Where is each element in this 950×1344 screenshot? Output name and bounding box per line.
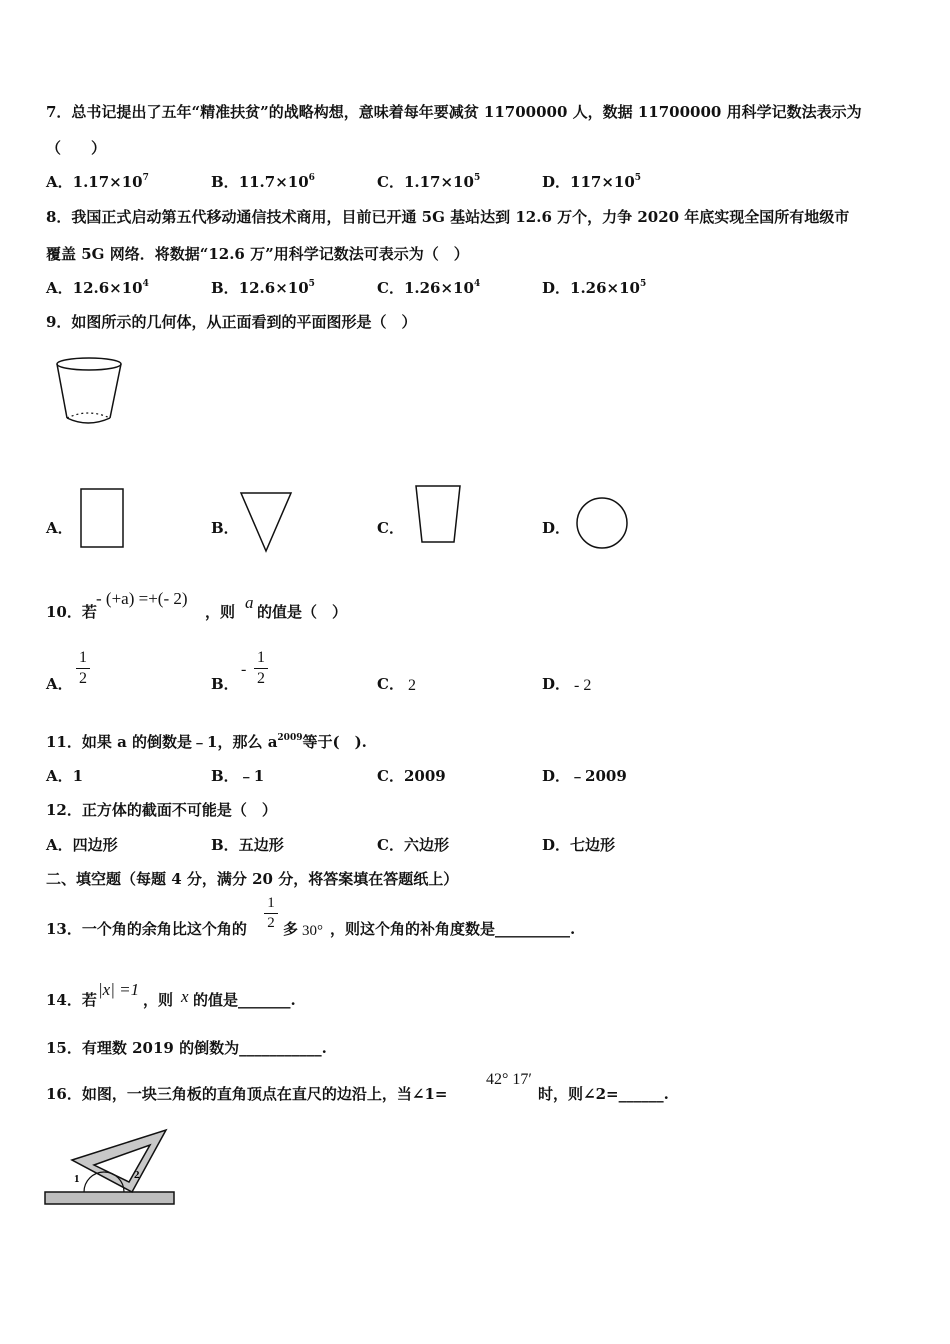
q10-var: a: [245, 593, 254, 612]
q12-option-b[interactable]: B．五边形: [211, 836, 284, 854]
q10-option-b-fraction[interactable]: [254, 649, 268, 688]
q10-option-d-label[interactable]: D．: [542, 675, 571, 693]
q9-option-d-label[interactable]: D．: [542, 519, 571, 537]
q10-option-b-sign: -: [241, 661, 247, 678]
ruler: [45, 1192, 174, 1204]
q12-option-c[interactable]: C．六边形: [377, 836, 449, 854]
q12-stem: 12．正方体的截面不可能是（ ）: [46, 801, 277, 819]
q13-numerator: 1: [267, 895, 275, 911]
q10-option-b-label[interactable]: B．: [211, 675, 239, 693]
q10-equation: - (+a) =+(- 2): [96, 589, 188, 608]
q7-option-b[interactable]: B．$11.7\times 10^6$: [211, 173, 315, 191]
q11-option-c[interactable]: C．2009: [377, 767, 446, 785]
q7-option-c[interactable]: C．$1.17\times 10^5$: [377, 173, 481, 191]
q8-stem-line1: 8．我国正式启动第五代移动通信技术商用，目前已开通 5G 基站达到 12.6 万个，力争 2020 年底实现全国所有地级市: [46, 208, 850, 226]
q16-suffix: 时，则∠2=______.: [538, 1085, 669, 1103]
q13-prefix: 13．一个角的余角比这个角的: [46, 920, 247, 938]
q8-option-c[interactable]: C．$1.26\times 10^4$: [377, 279, 481, 297]
q7-paren: （ ）: [46, 139, 107, 157]
q9-stem: 9．如图所示的几何体，从正面看到的平面图形是（ ）: [46, 313, 417, 331]
q11-option-a[interactable]: A．1: [46, 767, 84, 785]
q9-option-b-triangle[interactable]: [239, 491, 293, 553]
q11-stem: 11．如果 a 的倒数是﹣1，那么 $a^{2009}$等于( ).: [46, 733, 367, 751]
q14-mid: ，则: [143, 991, 174, 1009]
q11-option-b[interactable]: B．﹣1: [211, 767, 265, 785]
q10-option-a-denominator: 2: [79, 670, 87, 687]
q16-ruler-triangle-figure: [44, 1128, 178, 1208]
q9-option-c-trapezoid[interactable]: [414, 484, 462, 544]
q13-denominator: 2: [267, 915, 275, 931]
q10-option-d-value[interactable]: - 2: [574, 677, 592, 694]
q9-option-d-circle[interactable]: [575, 496, 629, 550]
q7-stem: 7．总书记提出了五年“精准扶贫”的战略构想，意味着每年要减贫 11700000 人，数据 11700000 用科学记数法表示为: [46, 103, 862, 121]
q10-option-b-denominator: 2: [257, 670, 265, 687]
q14-var: x: [181, 987, 189, 1006]
q14-prefix: 14．若: [46, 991, 97, 1009]
q7-option-d[interactable]: D．$117\times 10^5$: [542, 173, 642, 191]
q10-prefix: 10．若: [46, 603, 97, 621]
q10-option-a-numerator: 1: [79, 649, 87, 666]
q9-option-b-label[interactable]: B．: [211, 519, 239, 537]
q9-option-c-label[interactable]: C．: [377, 519, 404, 537]
angle-label-2: 2: [134, 1169, 140, 1181]
q10-middle: ，则: [205, 603, 236, 621]
q10-suffix: 的值是（ ）: [257, 603, 348, 621]
q10-option-c-label[interactable]: C．: [377, 675, 404, 693]
q8-option-d[interactable]: D．$1.26\times 10^5$: [542, 279, 647, 297]
q13-angle: 30°: [302, 923, 323, 939]
q12-option-d[interactable]: D．七边形: [542, 836, 616, 854]
q8-option-b[interactable]: B．$12.6\times 10^5$: [211, 279, 315, 297]
q10-option-c-value[interactable]: 2: [408, 677, 416, 694]
q13-suffix: ，则这个角的补角度数是__________.: [330, 920, 576, 938]
q10-option-a-label[interactable]: A．: [46, 675, 73, 693]
angle-label-1: 1: [74, 1173, 80, 1185]
q13-fraction: [264, 895, 278, 932]
q16-angle: 42° 17′: [486, 1071, 532, 1088]
section2-title: 二、填空题（每题 4 分，满分 20 分，将答案填在答题纸上）: [46, 870, 459, 888]
q14-suffix: 的值是_______.: [193, 991, 296, 1009]
q7-option-a[interactable]: A．$1.17\times 10^7$: [46, 173, 149, 191]
q15-stem: 15．有理数 2019 的倒数为___________.: [46, 1039, 327, 1057]
q10-option-b-numerator: 1: [257, 649, 265, 666]
q11-option-d[interactable]: D．﹣2009: [542, 767, 627, 785]
q14-equation: |x| =1: [98, 980, 140, 999]
q8-stem-line2: 覆盖 5G 网络．将数据“12.6 万”用科学记数法可表示为（ ）: [46, 245, 469, 263]
q9-option-a-label[interactable]: A．: [46, 519, 73, 537]
q10-option-a-fraction[interactable]: [76, 649, 90, 688]
q9-solid-figure: [50, 354, 130, 430]
q16-prefix: 16．如图，一块三角板的直角顶点在直尺的边沿上，当∠1=: [46, 1085, 448, 1103]
q9-option-a-rectangle[interactable]: [80, 488, 124, 548]
q8-option-a[interactable]: A．$12.6\times 10^4$: [46, 279, 149, 297]
q12-option-a[interactable]: A．四边形: [46, 836, 118, 854]
q13-mid: 多: [283, 920, 299, 938]
